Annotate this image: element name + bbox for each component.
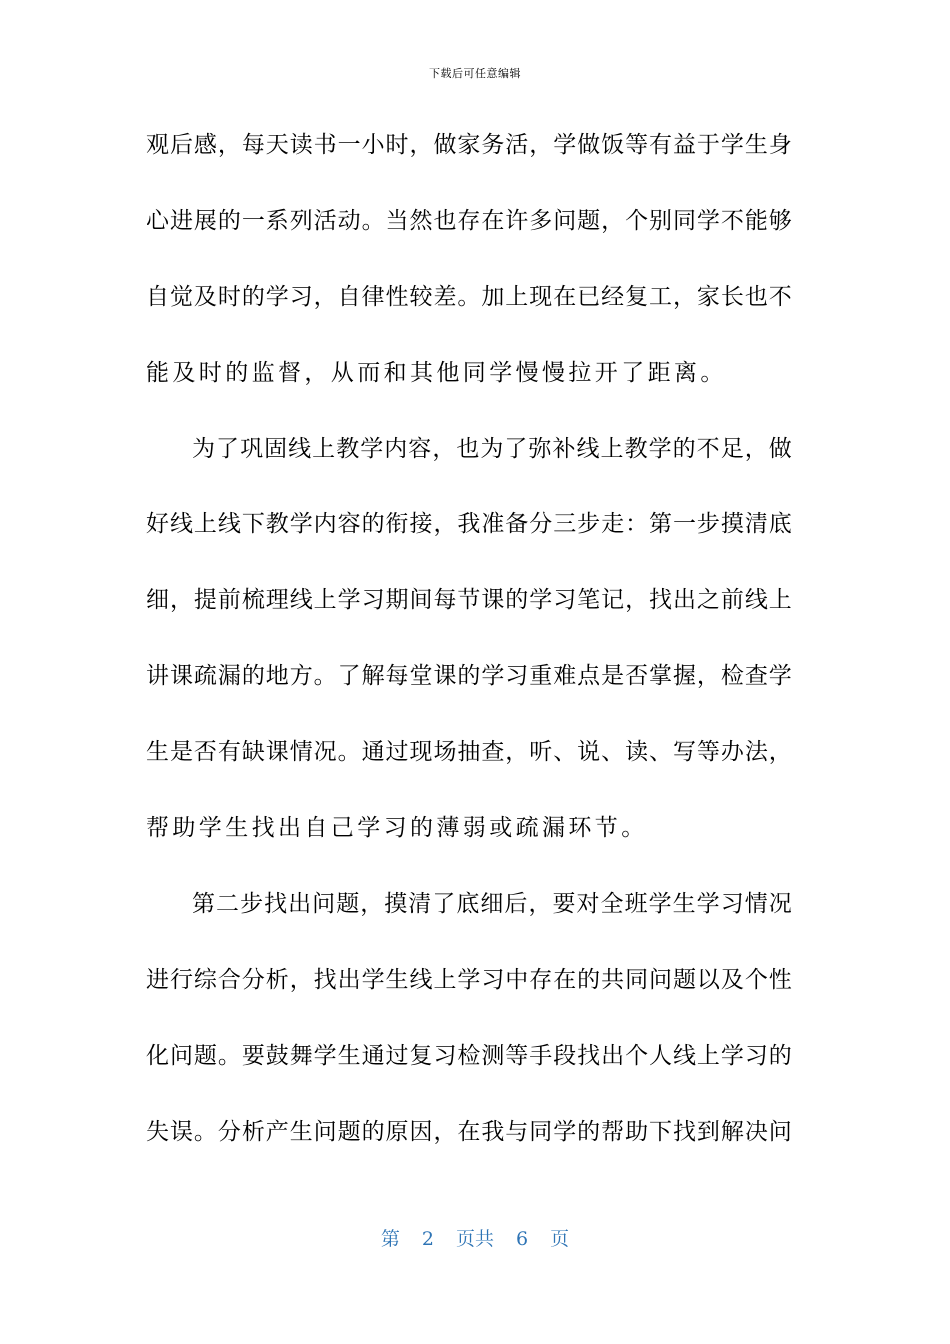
footer-current-page: 2 — [421, 1228, 434, 1250]
text-line: 细 ， 提 前 梳 理 线 上 学 习 期 间 每 节 课 的 学 习 笔 记 ， 找 出 之 前 线 上 — [146, 587, 792, 614]
text-line: 生 是 否 有 缺 课 情 况 。 通 过 现 场 抽 查 ， 听 、 说 、 读 、 写 等 办 法 ， — [146, 739, 792, 766]
text-line: 好 线 上 线 下 教 学 内 容 的 衔 接 ， 我 准 备 分 三 步 走 ： 第 一 步 摸 清 底 — [146, 511, 792, 538]
text-line: 失 误 。 分 析 产 生 问 题 的 原 因 ， 在 我 与 同 学 的 帮 助 下 找 到 解 决 问 — [146, 1118, 792, 1145]
text-line: 心 进 展 的 一 系 列 活 动 。 当 然 也 存 在 许 多 问 题 ， 个 别 同 学 不 能 够 — [146, 207, 792, 234]
text-line: 第 二 步 找 出 问 题 ， 摸 清 了 底 细 后 ， 要 对 全 班 学 生 学 习 情 况 — [192, 890, 792, 917]
document-body — [146, 122, 792, 1184]
text-line: 为 了 巩 固 线 上 教 学 内 容 ， 也 为 了 弥 补 线 上 教 学 的 不 足 ， 做 — [192, 435, 792, 462]
text-line: 化 问 题 。 要 鼓 舞 学 生 通 过 复 习 检 测 等 手 段 找 出 个 人 线 上 学 习 的 — [146, 1042, 792, 1069]
text-line: 帮助学生找出自己学习的薄弱或疏漏环节。 — [146, 815, 648, 842]
text-line: 观 后 感 ， 每 天 读 书 一 小 时 ， 做 家 务 活 ， 学 做 饭 等 有 益 于 学 生 身 — [146, 132, 792, 158]
text-line: 进 行 综 合 分 析 ， 找 出 学 生 线 上 学 习 中 存 在 的 共 同 问 题 以 及 个 性 — [146, 966, 792, 993]
text-line: 讲 课 疏 漏 的 地 方 。 了 解 每 堂 课 的 学 习 重 难 点 是 否 掌 握 ， 检 查 学 — [146, 663, 792, 690]
footer-prefix: 第 — [380, 1228, 400, 1250]
text-line: 自 觉 及 时 的 学 习 ， 自 律 性 较 差 。 加 上 现 在 已 经 复 工 ， 家 长 也 不 — [146, 283, 792, 310]
page-footer — [0, 1226, 950, 1252]
footer-middle: 页共 — [455, 1228, 494, 1250]
footer-total-pages: 6 — [516, 1228, 529, 1250]
text-line: 能及时的监督，从而和其他同学慢慢拉开了距离。 — [146, 359, 727, 386]
footer-suffix: 页 — [550, 1228, 570, 1250]
page-header: 下载后可任意编辑 — [429, 67, 521, 80]
